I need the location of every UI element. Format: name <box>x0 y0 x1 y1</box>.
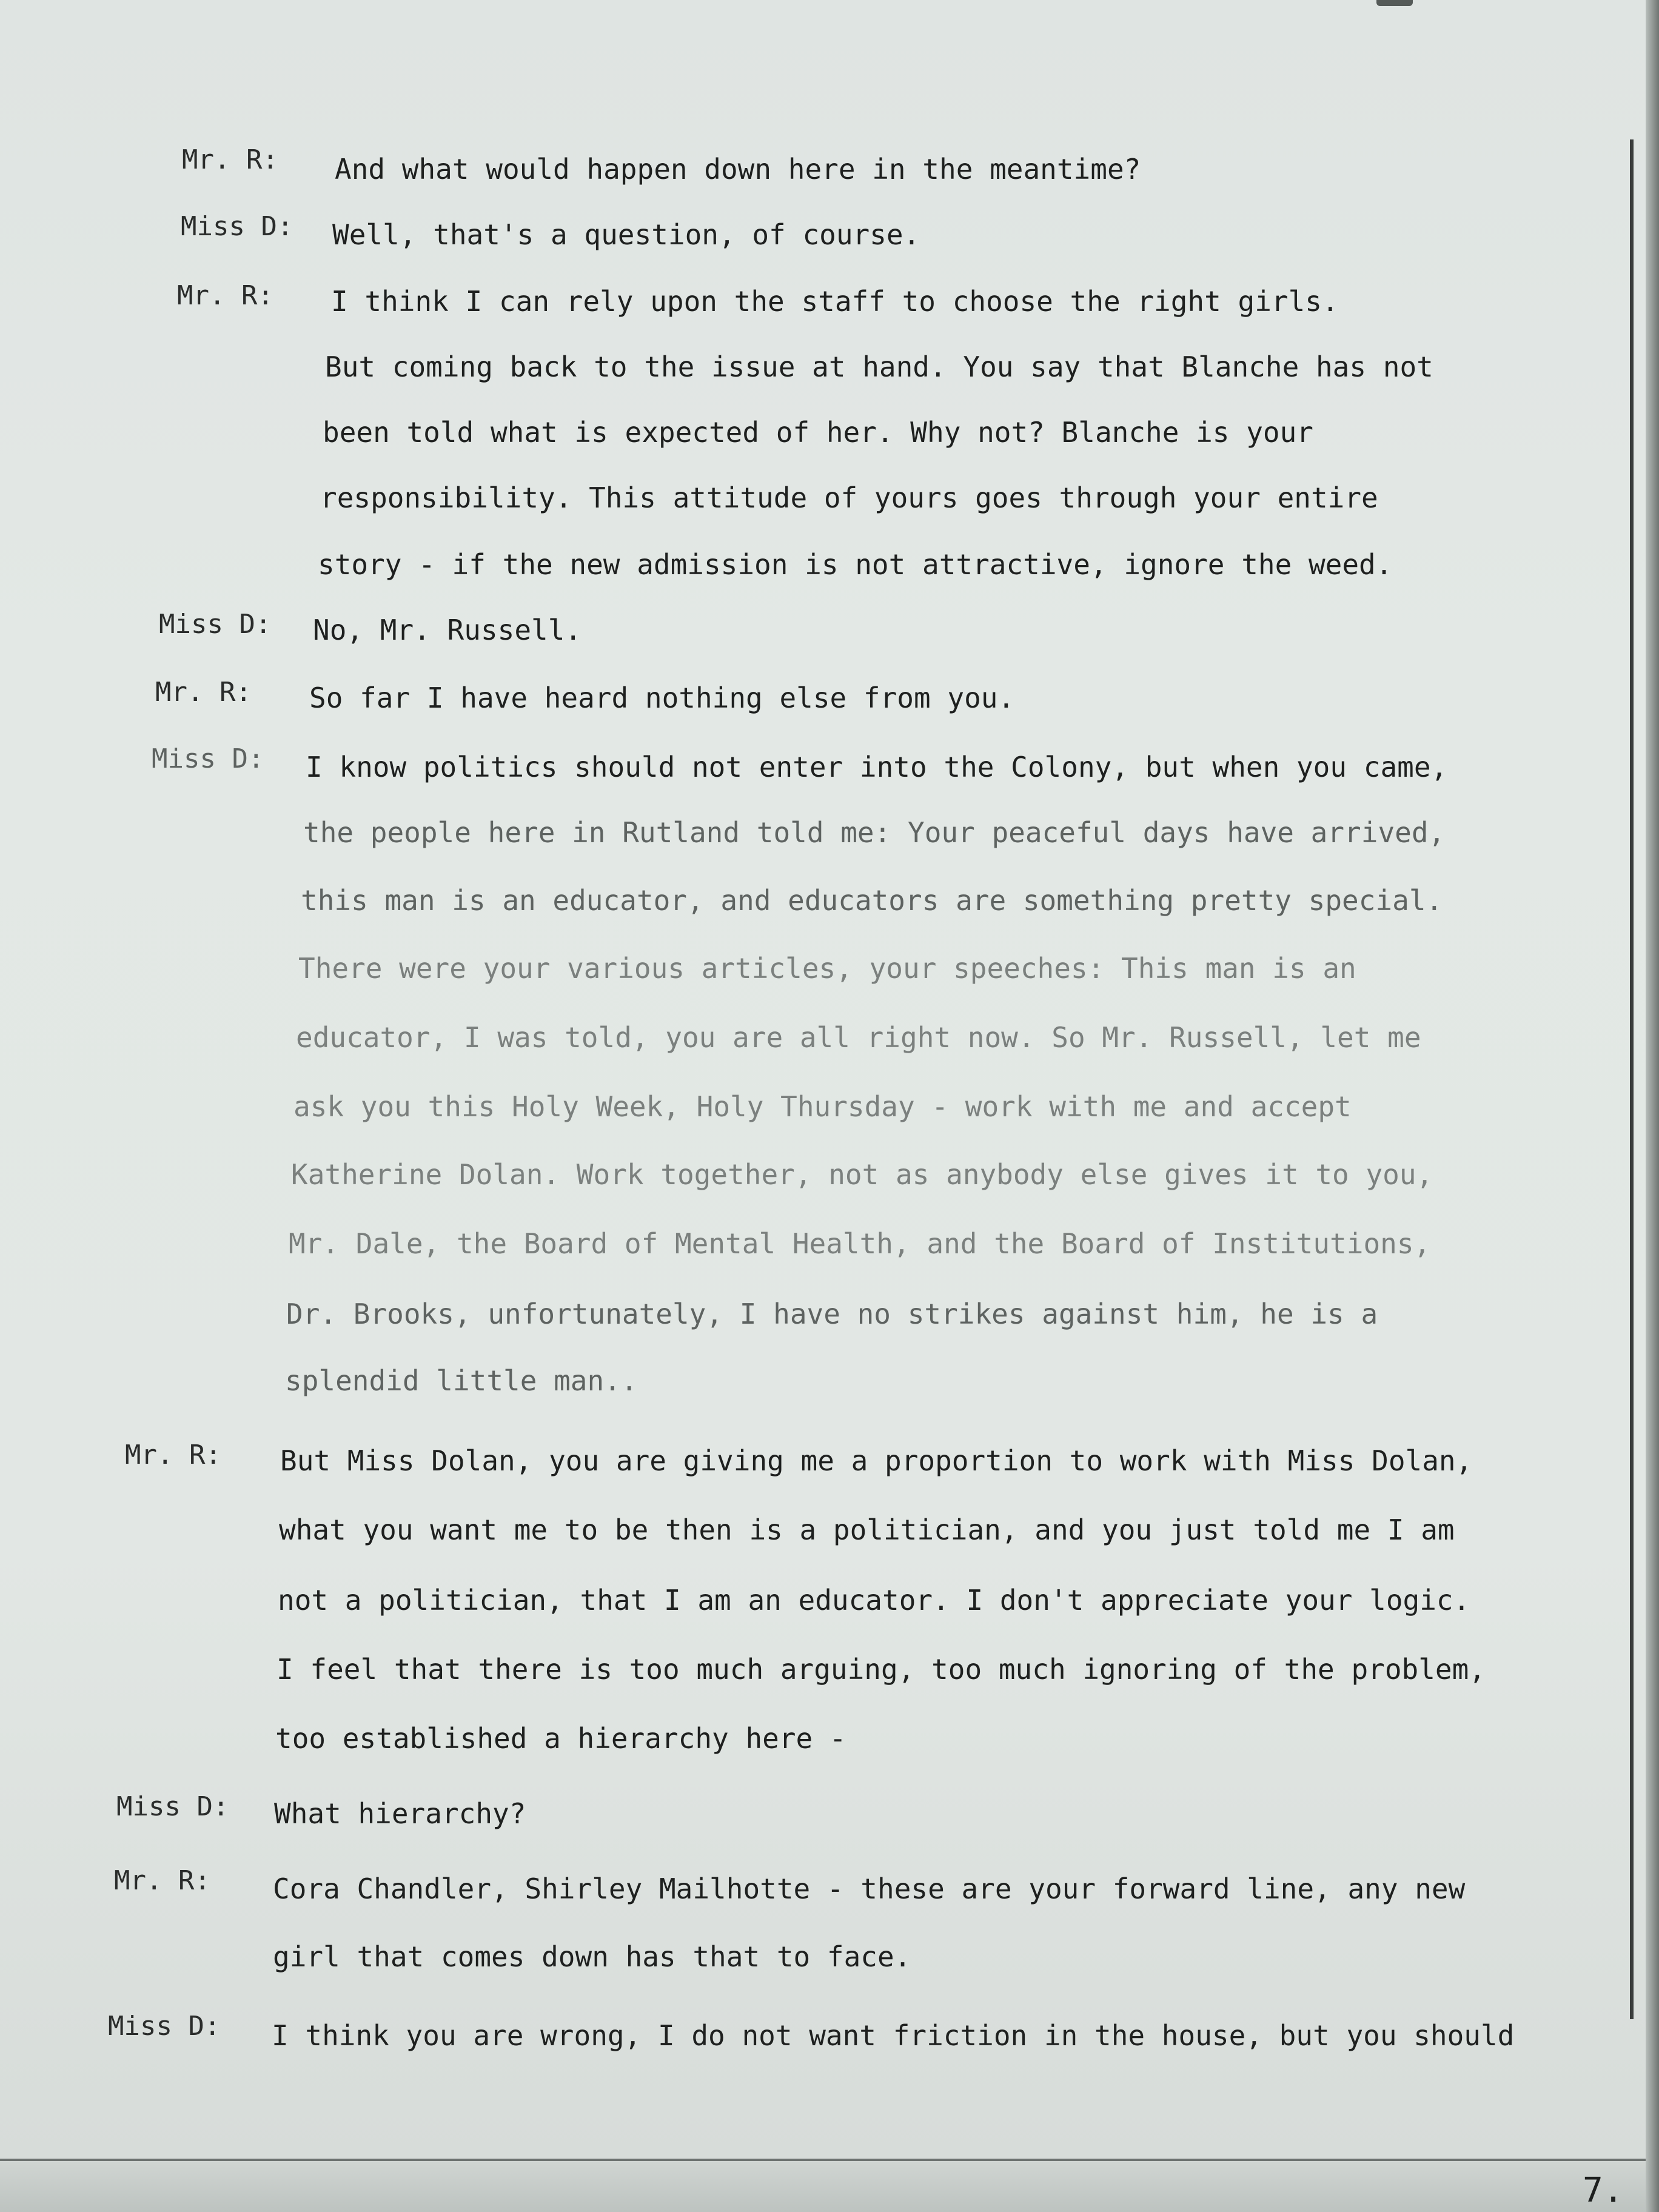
speaker-label: Mr. R: <box>114 1865 210 1896</box>
dialogue-line: I feel that there is too much arguing, too much ignoring of the problem, <box>276 1653 1486 1686</box>
dialogue-line: the people here in Rutland told me: Your peaceful days have arrived, <box>303 816 1446 849</box>
dialogue-line: splendid little man.. <box>285 1364 638 1397</box>
dialogue-line: Well, that's a question, of course. <box>332 218 920 251</box>
speaker-label: Mr. R: <box>155 677 252 708</box>
page-bottom-fold <box>0 2159 1659 2212</box>
right-shadow-edge <box>1646 0 1659 2212</box>
speaker-label: Mr. R: <box>182 144 278 175</box>
dialogue-line: this man is an educator, and educators are something pretty special. <box>301 884 1443 917</box>
dialogue-line: But coming back to the issue at hand. You say that Blanche has not <box>325 350 1433 383</box>
speaker-label: Miss D: <box>159 609 272 640</box>
dialogue-line: And what would happen down here in the meantime? <box>335 153 1141 186</box>
dialogue-line: There were your various articles, your speeches: This man is an <box>298 952 1356 985</box>
speaker-label: Miss D: <box>181 211 293 242</box>
dialogue-line: not a politician, that I am an educator. I don't appreciate your logic. <box>278 1584 1470 1617</box>
dialogue-line: been told what is expected of her. Why not? Blanche is your <box>323 416 1313 449</box>
paper-edge-line <box>1630 139 1634 2019</box>
dialogue-line: too established a hierarchy here - <box>275 1722 846 1755</box>
dialogue-line: So far I have heard nothing else from you. <box>309 682 1015 714</box>
speaker-label: Mr. R: <box>177 280 273 311</box>
dialogue-line: Mr. Dale, the Board of Mental Health, and the Board of Institutions, <box>289 1227 1431 1260</box>
dialogue-line: responsibility. This attitude of yours goes through your entire <box>320 481 1378 514</box>
dialogue-line: girl that comes down has that to face. <box>273 1940 911 1973</box>
dialogue-line: I think you are wrong, I do not want friction in the house, but you should <box>272 2019 1515 2052</box>
dialogue-line: No, Mr. Russell. <box>313 614 582 646</box>
speaker-label: Miss D: <box>152 743 264 774</box>
speaker-label: Mr. R: <box>125 1439 221 1470</box>
speaker-label: Miss D: <box>108 2011 221 2042</box>
dialogue-line: I know politics should not enter into the Colony, but when you came, <box>306 751 1448 783</box>
dialogue-line: I think I can rely upon the staff to choose the right girls. <box>331 285 1339 318</box>
dialogue-line: Katherine Dolan. Work together, not as anybody else gives it to you, <box>291 1158 1433 1191</box>
dialogue-line: story - if the new admission is not attractive, ignore the weed. <box>318 548 1393 581</box>
speaker-label: Miss D: <box>116 1791 229 1822</box>
dialogue-line: But Miss Dolan, you are giving me a proportion to work with Miss Dolan, <box>280 1444 1473 1477</box>
page-number: 7. <box>1583 2171 1624 2210</box>
dialogue-line: what you want me to be then is a politician, and you just told me I am <box>279 1513 1455 1546</box>
dialogue-line: educator, I was told, you are all right now. So Mr. Russell, let me <box>296 1021 1421 1054</box>
dialogue-line: Cora Chandler, Shirley Mailhotte - these are your forward line, any new <box>273 1872 1466 1905</box>
dialogue-line: ask you this Holy Week, Holy Thursday - work with me and accept <box>293 1090 1352 1123</box>
dialogue-line: What hierarchy? <box>274 1797 526 1830</box>
top-edge-mark <box>1376 0 1413 6</box>
dialogue-line: Dr. Brooks, unfortunately, I have no strikes against him, he is a <box>286 1298 1378 1330</box>
